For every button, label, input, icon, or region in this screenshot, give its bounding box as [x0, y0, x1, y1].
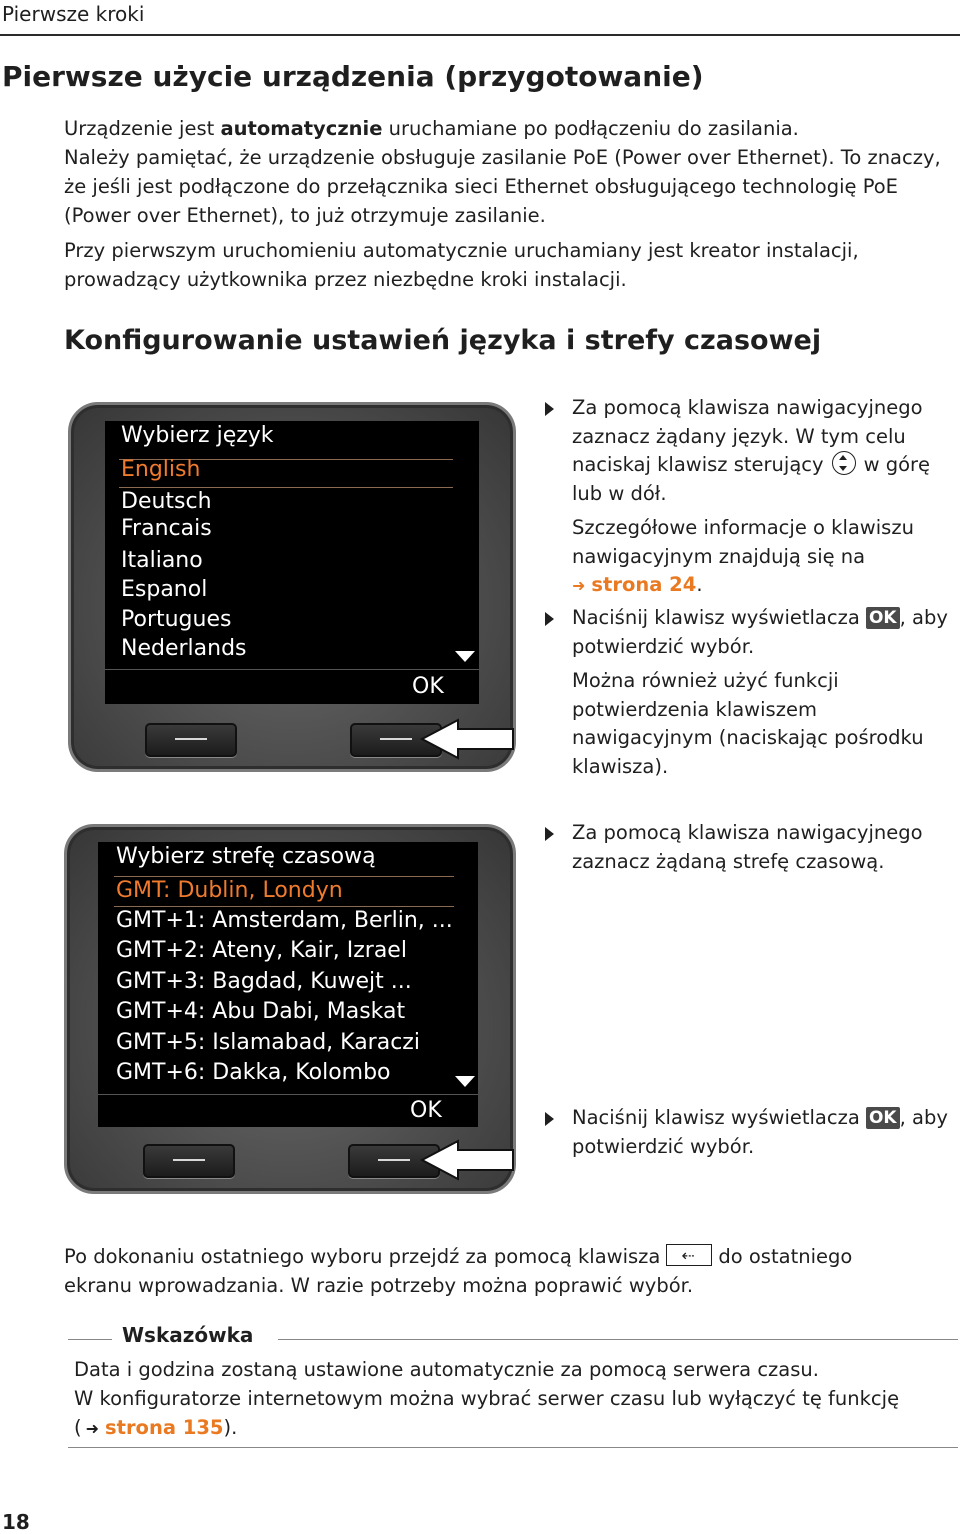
- intro-text: uruchamiane po podłączeniu do zasilania.: [382, 117, 799, 140]
- step-text: Za pomocą klawisza nawigacyjnego: [572, 396, 923, 419]
- timezone-option[interactable]: GMT+2: Ateny, Kair, Izrael: [116, 938, 407, 963]
- pointer-arrow-icon: [420, 718, 516, 760]
- timezone-option-selected[interactable]: GMT: Dublin, Londyn: [116, 878, 343, 903]
- softkey-bar-divider: [98, 1094, 478, 1095]
- note-text: ).: [223, 1416, 238, 1439]
- running-header: Pierwsze kroki: [2, 2, 145, 26]
- intro-paragraph-1: [64, 114, 941, 230]
- step-text: nawigacyjnym (naciskając pośrodku: [572, 726, 924, 749]
- language-step-2: [572, 604, 948, 661]
- note-text: (: [74, 1416, 82, 1439]
- header-divider: [0, 34, 960, 36]
- bullet-arrow-icon: [545, 402, 554, 416]
- step-text: Można również użyć funkcji: [572, 669, 839, 692]
- language-option-selected[interactable]: English: [121, 457, 201, 482]
- intro-text: Przy pierwszym uruchomieniu automatycznie uruchamiany jest kreator instalacji,: [64, 239, 859, 262]
- language-option[interactable]: Deutsch: [121, 489, 212, 514]
- intro-bold-text: automatycznie: [220, 117, 383, 140]
- timezone-device-illustration: [64, 824, 516, 1194]
- ok-softkey-label[interactable]: OK: [412, 674, 444, 699]
- page-reference-link[interactable]: strona 24: [591, 573, 697, 596]
- timezone-step-2: [572, 1104, 948, 1161]
- selection-rule: [119, 487, 453, 488]
- closing-text: ekranu wprowadzania. W razie potrzeby można poprawić wybór.: [64, 1274, 694, 1297]
- step-text: zaznacz żądany język. W tym celu: [572, 424, 906, 448]
- language-step-2-alternative: [572, 667, 924, 781]
- ok-key-icon: OK: [866, 1107, 900, 1129]
- reference-arrow-icon: ➜: [572, 576, 586, 595]
- note-bottom-rule: [68, 1447, 958, 1448]
- step-text: potwierdzić wybór.: [572, 1134, 755, 1158]
- intro-text: Należy pamiętać, że urządzenie obsługuje zasilanie PoE (Power over Ethernet). To znaczy,: [64, 146, 941, 169]
- step-text: naciskaj klawisz sterujący: [572, 453, 824, 476]
- intro-text: Urządzenie jest: [64, 117, 221, 140]
- selection-rule: [114, 906, 454, 907]
- ok-key-icon: OK: [866, 607, 900, 629]
- timezone-screen: [98, 842, 478, 1127]
- step-text: Szczegółowe informacje o klawiszu: [572, 516, 914, 539]
- note-body: [74, 1355, 899, 1443]
- back-key-icon: ⇠: [666, 1244, 712, 1266]
- timezone-option[interactable]: GMT+3: Bagdad, Kuwejt ...: [116, 969, 412, 994]
- intro-paragraph-2: [64, 236, 859, 294]
- screen-title: Wybierz strefę czasową: [116, 844, 376, 869]
- bullet-arrow-icon: [545, 827, 554, 841]
- language-option[interactable]: Espanol: [121, 577, 208, 602]
- page-title: Pierwsze użycie urządzenia (przygotowanie): [2, 60, 704, 93]
- language-screen: [105, 421, 479, 704]
- navigation-key-icon: [832, 451, 856, 475]
- step-text: potwierdzenia klawiszem: [572, 697, 817, 721]
- intro-text: że jeśli jest podłączone do przełącznika sieci Ethernet obsługującego technologię PoE: [64, 175, 899, 198]
- ok-softkey-label[interactable]: OK: [410, 1098, 442, 1123]
- step-text: zaznacz żądaną strefę czasową.: [572, 849, 885, 873]
- language-step-1-details: [572, 514, 914, 601]
- intro-text: (Power over Ethernet), to już otrzymuje zasilanie.: [64, 204, 546, 227]
- scroll-down-icon: [455, 651, 475, 662]
- step-text: , aby: [899, 606, 948, 629]
- reference-arrow-icon: ➜: [85, 1419, 100, 1438]
- note-rule: [68, 1339, 112, 1340]
- left-softkey-button[interactable]: [145, 723, 237, 757]
- step-text: Naciśnij klawisz wyświetlacza: [572, 1106, 860, 1129]
- step-text: , aby: [899, 1106, 948, 1129]
- timezone-option[interactable]: GMT+1: Amsterdam, Berlin, ...: [116, 908, 453, 933]
- step-text: lub w dół.: [572, 481, 667, 505]
- page-reference-link[interactable]: strona 135: [105, 1416, 224, 1439]
- step-text: Naciśnij klawisz wyświetlacza: [572, 606, 860, 629]
- closing-text: do ostatniego: [718, 1245, 853, 1268]
- language-option[interactable]: Francais: [121, 516, 212, 541]
- step-text: potwierdzić wybór.: [572, 634, 755, 658]
- step-text: Za pomocą klawisza nawigacyjnego: [572, 821, 923, 844]
- closing-text: Po dokonaniu ostatniego wyboru przejdź za pomocą klawisza: [64, 1245, 661, 1268]
- bullet-arrow-icon: [545, 612, 554, 626]
- bullet-arrow-icon: [545, 1112, 554, 1126]
- language-option[interactable]: Italiano: [121, 548, 203, 573]
- intro-text: prowadzący użytkownika przez niezbędne kroki instalacji.: [64, 268, 627, 291]
- screen-title: Wybierz język: [121, 423, 274, 448]
- step-text: klawisza).: [572, 754, 669, 778]
- closing-paragraph: [64, 1242, 852, 1300]
- step-text: nawigacyjnym znajdują się na: [572, 544, 866, 568]
- note-text: Data i godzina zostaną ustawione automatycznie za pomocą serwera czasu.: [74, 1358, 819, 1381]
- page-number: 18: [2, 1510, 30, 1534]
- section-title: Konfigurowanie ustawień języka i strefy czasowej: [64, 325, 822, 356]
- left-softkey-button[interactable]: [143, 1144, 235, 1178]
- language-option[interactable]: Portugues: [121, 607, 232, 632]
- note-title: Wskazówka: [122, 1323, 254, 1347]
- language-device-illustration: [68, 402, 516, 772]
- language-option[interactable]: Nederlands: [121, 636, 247, 661]
- timezone-option[interactable]: GMT+4: Abu Dabi, Maskat: [116, 999, 406, 1024]
- timezone-step-1: [572, 819, 923, 876]
- screen-title-rule: [114, 876, 454, 877]
- pointer-arrow-icon: [420, 1139, 516, 1181]
- timezone-option[interactable]: GMT+5: Islamabad, Karaczi: [116, 1030, 420, 1055]
- note-rule: [278, 1339, 958, 1340]
- step-text: w górę: [863, 453, 931, 476]
- note-text: W konfiguratorze internetowym można wybrać serwer czasu lub wyłączyć tę funkcję: [74, 1387, 900, 1410]
- language-step-1: [572, 394, 930, 508]
- step-text: .: [696, 573, 703, 596]
- scroll-down-icon: [455, 1076, 475, 1087]
- softkey-bar-divider: [105, 669, 479, 670]
- timezone-option[interactable]: GMT+6: Dakka, Kolombo: [116, 1060, 391, 1085]
